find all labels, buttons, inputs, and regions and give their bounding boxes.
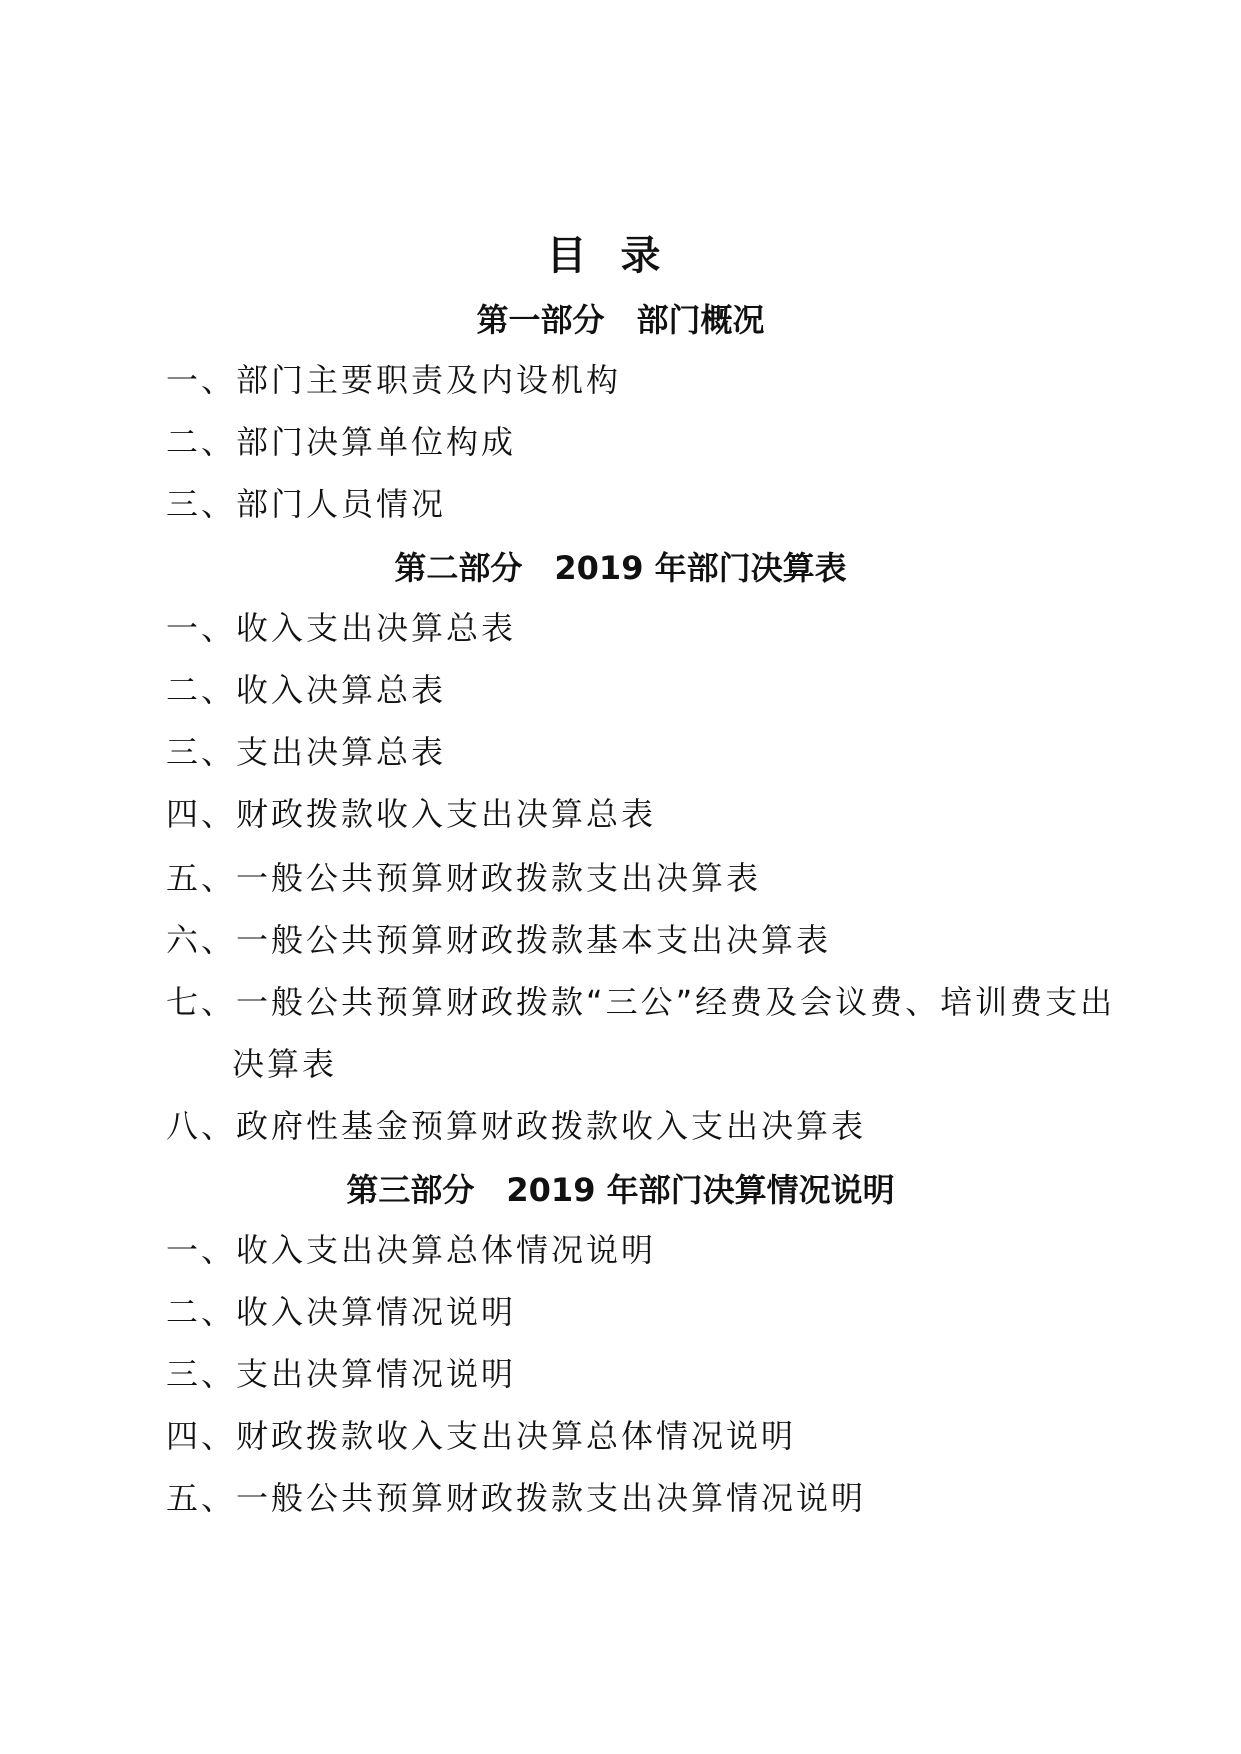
toc-item: 五、一般公共预算财政拨款支出决算情况说明 bbox=[166, 1479, 867, 1517]
toc-item: 二、部门决算单位构成 bbox=[166, 423, 517, 461]
toc-item: 二、收入决算总表 bbox=[166, 671, 447, 709]
toc-item: 四、财政拨款收入支出决算总表 bbox=[166, 795, 657, 833]
toc-item: 二、收入决算情况说明 bbox=[166, 1293, 517, 1331]
section-heading-part-1: 第一部分 部门概况 bbox=[476, 301, 765, 339]
section-heading-part-3: 第三部分 2019 年部门决算情况说明 bbox=[346, 1171, 895, 1209]
toc-item-continuation: 决算表 bbox=[232, 1045, 338, 1083]
toc-item: 三、部门人员情况 bbox=[166, 485, 447, 523]
section-heading-part-2: 第二部分 2019 年部门决算表 bbox=[394, 549, 847, 587]
page-title: 目录 bbox=[546, 233, 695, 279]
toc-item: 四、财政拨款收入支出决算总体情况说明 bbox=[166, 1417, 797, 1455]
toc-item: 一、收入支出决算总体情况说明 bbox=[166, 1231, 657, 1269]
toc-item: 三、支出决算情况说明 bbox=[166, 1355, 517, 1393]
toc-item: 三、支出决算总表 bbox=[166, 733, 447, 771]
toc-item: 七、一般公共预算财政拨款“三公”经费及会议费、培训费支出 bbox=[166, 983, 1116, 1021]
toc-item: 八、政府性基金预算财政拨款收入支出决算表 bbox=[166, 1107, 867, 1145]
toc-item: 一、收入支出决算总表 bbox=[166, 609, 517, 647]
toc-item: 一、部门主要职责及内设机构 bbox=[166, 361, 622, 399]
toc-item: 六、一般公共预算财政拨款基本支出决算表 bbox=[166, 921, 832, 959]
toc-item: 五、一般公共预算财政拨款支出决算表 bbox=[166, 859, 762, 897]
